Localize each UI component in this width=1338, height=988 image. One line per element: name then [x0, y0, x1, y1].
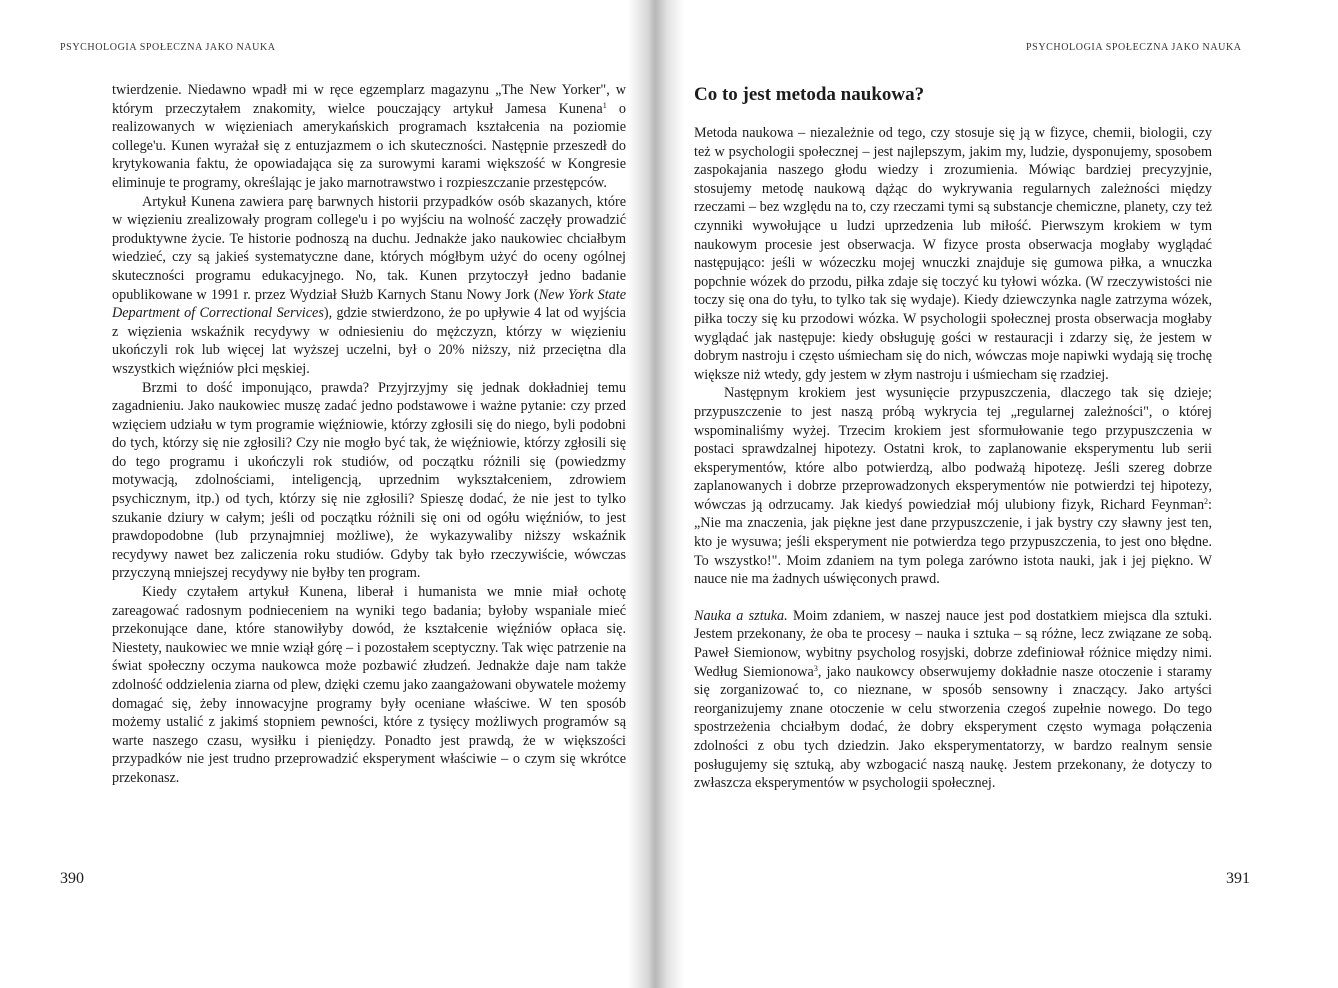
left-text-column — [112, 81, 626, 788]
right-page-number: 391 — [1226, 870, 1250, 887]
right-page — [654, 0, 1338, 988]
left-page — [0, 0, 654, 988]
left-running-header: PSYCHOLOGIA SPOŁECZNA JAKO NAUKA — [60, 42, 276, 53]
right-paragraph-1: Metoda naukowa – niezależnie od tego, czy stosuje się ją w fizyce, chemii, biologii, czy też w psychologii społecznej – jest najlepszym, jakim my, ludzie, dysponujemy, sposobem zaspokajania naszego głodu wiedzy i zrozumienia. Mówiąc bardziej precyzyjnie, stosujemy metodę naukową dążąc do wykrywania regularnych zależności między rzeczami – bez względu na to, czy rzeczami tymi są substancje chemiczne, planety, czy też czynniki wywołujące u ludzi uprzedzenia lub miłość. Pierwszym krokiem w tym naukowym procesie jest obserwacja. W fizyce prosta obserwacja mogłaby wyglądać następująco: jeśli w wózeczku mojej wnuczki znajduje się gumowa piłka, a wnuczka popchnie wózek do przodu, piłka zdaje się toczyć ku tyłowi wózka. (W rzeczywistości nie toczy się ona do tyłu, to tylko tak się wydaje). Kiedy dziewczynka nagle zatrzyma wózek, piłka toczy się ku przodowi wózka. W psychologii społecznej prosta obserwacja mogłaby wyglądać jak następuje: kiedy obsługuję gości w restauracji i zdarzy się, że jestem w dobrym nastroju i często uśmiecham się do nich, wówczas moje napiwki wydają się trochę większe niż wtedy, gdy jestem w złym nastroju i uśmiecham się rzadziej. — [694, 125, 1212, 383]
footnote-ref-2: 2 — [1204, 496, 1209, 506]
right-running-header: PSYCHOLOGIA SPOŁECZNA JAKO NAUKA — [1026, 42, 1242, 53]
left-page-number: 390 — [60, 870, 84, 887]
left-paragraph-3: Brzmi to dość imponująco, prawda? Przyjrzyjmy się jednak dokładniej temu zagadnieniu. Jako naukowiec muszę zadać jedno podstawowe i ważne pytanie: czy przed wzięciem udziału w tym programie więźniowie, którzy zgłosili się do niego, byli podobni do tych, którzy się nie zgłosili? Czy nie mogło być tak, że więźniowie, którzy zgłosili się do tego programu i ukończyli rok studiów, od początku różnili się (powiedzmy motywacją, zdolnościami, inteligencją, uprzednim wykształceniem, zdrowiem psychicznym, itp.) od tych, którzy się nie zgłosili? Spieszę dodać, że nie jest to tylko szukanie dziury w całym; jeśli od początku różnili się oni od ogółu więźniów, to jest prawdopodobne (lub przynajmniej możliwe), że wykazywaliby niższy wskaźnik recydywy nawet bez zaliczenia roku studiów. Gdyby tak było rzeczywiście, wówczas przyczyną mniejszej recydywy nie byłby ten program. — [112, 379, 626, 582]
right-paragraph-2: Następnym krokiem jest wysunięcie przypuszczenia, dlaczego tak się dzieje; przypuszczenie to jest naszą próbą wykrycia tej „regularnej zależności", o której wspominaliśmy wyżej. Trzecim krokiem jest sformułowanie tego przypuszczenia w postaci sprawdzalnej hipotezy. Ostatni krok, to zaplanowanie eksperymentu lub serii eksperymentów, które albo potwierdzą, albo podważą hipotezę. Jeśli szereg dobrze zaplanowanych i dobrze przeprowadzonych eksperymentów nie potwierdzi tej hipotezy, wówczas ją odrzucamy. Jak kiedyś powiedział mój ulubiony fizyk, Richard Feynman$^2$: „Nie ma znaczenia, jak piękne jest dane przypuszczenie, i jak bystry czy sławny jest ten, kto je wysuwa; jeśli eksperyment nie potwierdza tego przypuszczenia, to jest ono błędne. To wszystko!". Moim zdaniem na tym polega zarówno istota nauki, jak i jej piękno. W nauce nie ma żadnych uświęconych prawd. — [694, 385, 1212, 588]
left-paragraph-4: Kiedy czytałem artykuł Kunena, liberał i humanista we mnie miał ochotę zareagować radosnym podnieceniem na wyniki tego badania; byłoby wspaniale mieć przekonujące dane, które stanowiłyby dowód, że kształcenie więźniów opłaca się. Niestety, naukowiec we mnie wziął górę – i pozostałem sceptyczny. Tak więc patrzenie na świat społeczny oczyma naukowca może pozbawić złudzeń. Jednakże daje nam także zdolność oddzielenia ziarna od plew, dzięki czemu jako zaangażowani obywatele możemy domagać się, żeby innowacyjne programy były oceniane właściwe. W ten sposób możemy ustalić z jakimś stopniem pewności, które z tysięcy możliwych programów są warte naszego czasu, wysiłku i pieniędzy. Ponadto jest prawdą, że w większości przypadków nie jest trudno przeprowadzić eksperyment właściwie – o czym się wkrótce przekonasz. — [112, 584, 626, 786]
left-paragraph-2: Artykuł Kunena zawiera parę barwnych historii przypadków osób skazanych, które w więzieniu zrealizowały program college'u i po wyjściu na wolność zaczęły prowadzić produktywne życie. Te historie podnoszą na duchu. Jednakże jako naukowiec chciałbym wiedzieć, czy są jakieś systematyczne dane, których mógłbym użyć do oceny ogólnej skuteczności programu edukacyjnego. No, tak. Kunen przytoczył jedno badanie opublikowane w 1991 r. przez Wydział Służb Karnych Stanu Nowy Jork (New York State Department of Correctional Services), gdzie stwierdzono, że po upływie 4 lat od wyjścia z więzienia wskaźnik recydywy w odniesieniu do mężczyzn, którzy w więzieniu ukończyli rok lub więcej lat wyższej uczelni, był o 20% niższy, niż przeciętna dla wszystkich więźniów płci męskiej. — [112, 193, 626, 377]
left-paragraph-1: twierdzenie. Niedawno wpadł mi w ręce egzemplarz magazynu „The New Yorker", w którym przeczytałem znakomity, wielce pouczający artykuł Jamesa Kunena$^1$ o realizowanych w więzieniach amerykańskich programach kształcenia na poziomie college'u. Kunen wyrażał się z entuzjazmem o ich skuteczności. Następnie przeszedł do krytykowania faktu, że opowiadająca się za surowymi karami większość w Kongresie eliminuje te programy, określając je jako marnotrawstwo i rozpieszczanie przestępców. — [112, 82, 626, 191]
section-title: Co to jest metoda naukowa? — [694, 84, 925, 105]
right-text-column — [694, 124, 1212, 793]
footnote-ref-1: 1 — [602, 100, 607, 110]
right-paragraph-3: Nauka a sztuka. Moim zdaniem, w naszej nauce jest pod dostatkiem miejsca dla sztuki. Jestem przekonany, że oba te procesy – nauka i sztuka – są różne, lecz związane ze sobą. Paweł Siemionow, wybitny psycholog rosyjski, dobrze zdefiniował różnice między nimi. Według Siemionowa$^3$, jako naukowcy obserwujemy dokładnie nasze otoczenie i staramy się zorganizować to, co nieznane, w sposób sensowny i znaczący. Jako artyści reorganizujemy znane otoczenie w celu stworzenia czegoś zupełnie nowego. Do tego spostrzeżenia chciałbym dodać, że dobry eksperyment często wymaga połączenia zdolności z obu tych dziedzin. Jako eksperymentatorzy, w bardzo realnym sensie posługujemy się sztuką, aby wzbogacić naszą naukę. Jestem przekonany, że dotyczy to zwłaszcza eksperymentów w psychologii społecznej. — [694, 607, 1212, 792]
footnote-ref-3: 3 — [813, 663, 818, 673]
